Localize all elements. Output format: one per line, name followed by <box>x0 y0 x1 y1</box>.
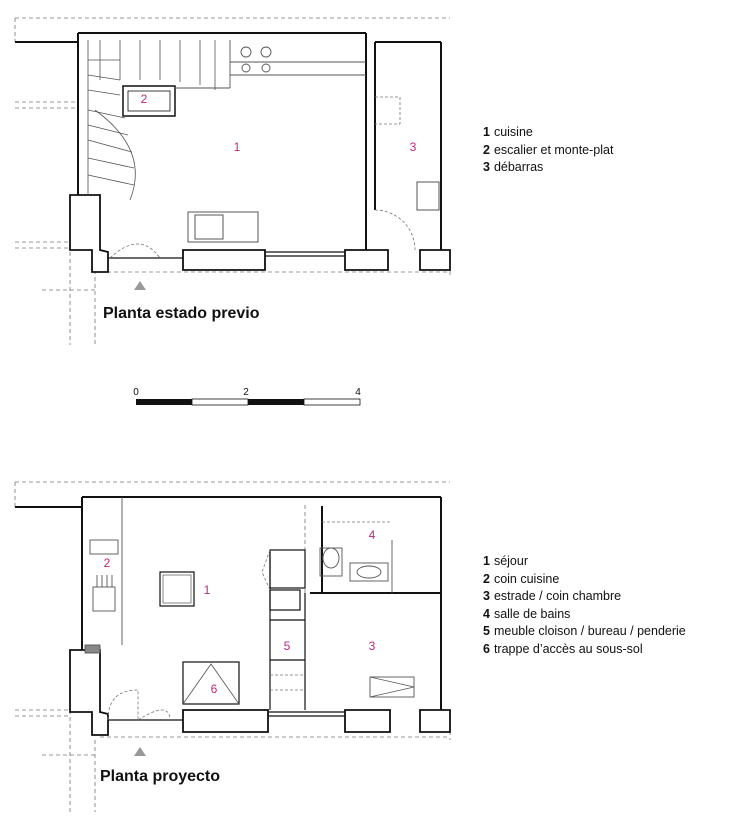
project-room-number-4: 4 <box>368 528 376 542</box>
legend-number: 4 <box>483 606 490 621</box>
legend-row <box>483 588 686 606</box>
legend-number: 5 <box>483 624 490 638</box>
legend-text: escalier et monte-plat <box>493 142 614 157</box>
project-room-number-6: 6 <box>210 682 218 696</box>
legend-text: coin cuisine <box>493 571 560 586</box>
legend-text: salle de bains <box>493 606 571 621</box>
legend-text: cuisine <box>493 125 533 139</box>
scale-label-4: 4 <box>355 387 361 398</box>
project-plan <box>15 482 450 812</box>
legend-row <box>483 553 686 571</box>
legend-row <box>483 641 686 659</box>
scale-bar <box>133 387 361 405</box>
legend-number: 1 <box>483 125 490 139</box>
previous-plan <box>15 18 450 345</box>
scale-label-0: 0 <box>133 387 139 398</box>
legend-number: 2 <box>483 142 490 157</box>
legend-row <box>483 623 686 641</box>
project-plan-title: Planta proyecto <box>100 768 221 785</box>
legend-text: trappe d’accès au sous-sol <box>493 641 643 656</box>
legend-number: 2 <box>483 571 490 586</box>
legend-text: débarras <box>493 160 544 174</box>
legend-text: séjour <box>493 554 528 568</box>
legend-text: estrade / coin chambre <box>493 589 622 603</box>
project-room-number-3: 3 <box>368 639 376 653</box>
legend-row <box>483 124 613 142</box>
legend-text: meuble cloison / bureau / penderie <box>493 624 686 638</box>
legend-number: 6 <box>483 641 490 656</box>
legend-number: 3 <box>483 589 490 603</box>
legend-number: 3 <box>483 160 490 174</box>
legend-row <box>483 159 613 177</box>
scale-label-2: 2 <box>243 387 249 398</box>
legend-row <box>483 142 613 160</box>
legend-row <box>483 571 686 589</box>
previous-room-number-2: 2 <box>140 92 148 106</box>
legend-number: 1 <box>483 554 490 568</box>
project-room-number-2: 2 <box>103 556 111 570</box>
project-plan-legend <box>483 553 686 658</box>
previous-plan-legend <box>483 124 613 177</box>
previous-room-number-1: 1 <box>233 140 241 154</box>
previous-room-number-3: 3 <box>409 140 417 154</box>
project-room-number-5: 5 <box>283 639 291 653</box>
legend-row <box>483 606 686 624</box>
project-room-number-1: 1 <box>203 583 211 597</box>
previous-plan-title: Planta estado previo <box>103 305 260 322</box>
